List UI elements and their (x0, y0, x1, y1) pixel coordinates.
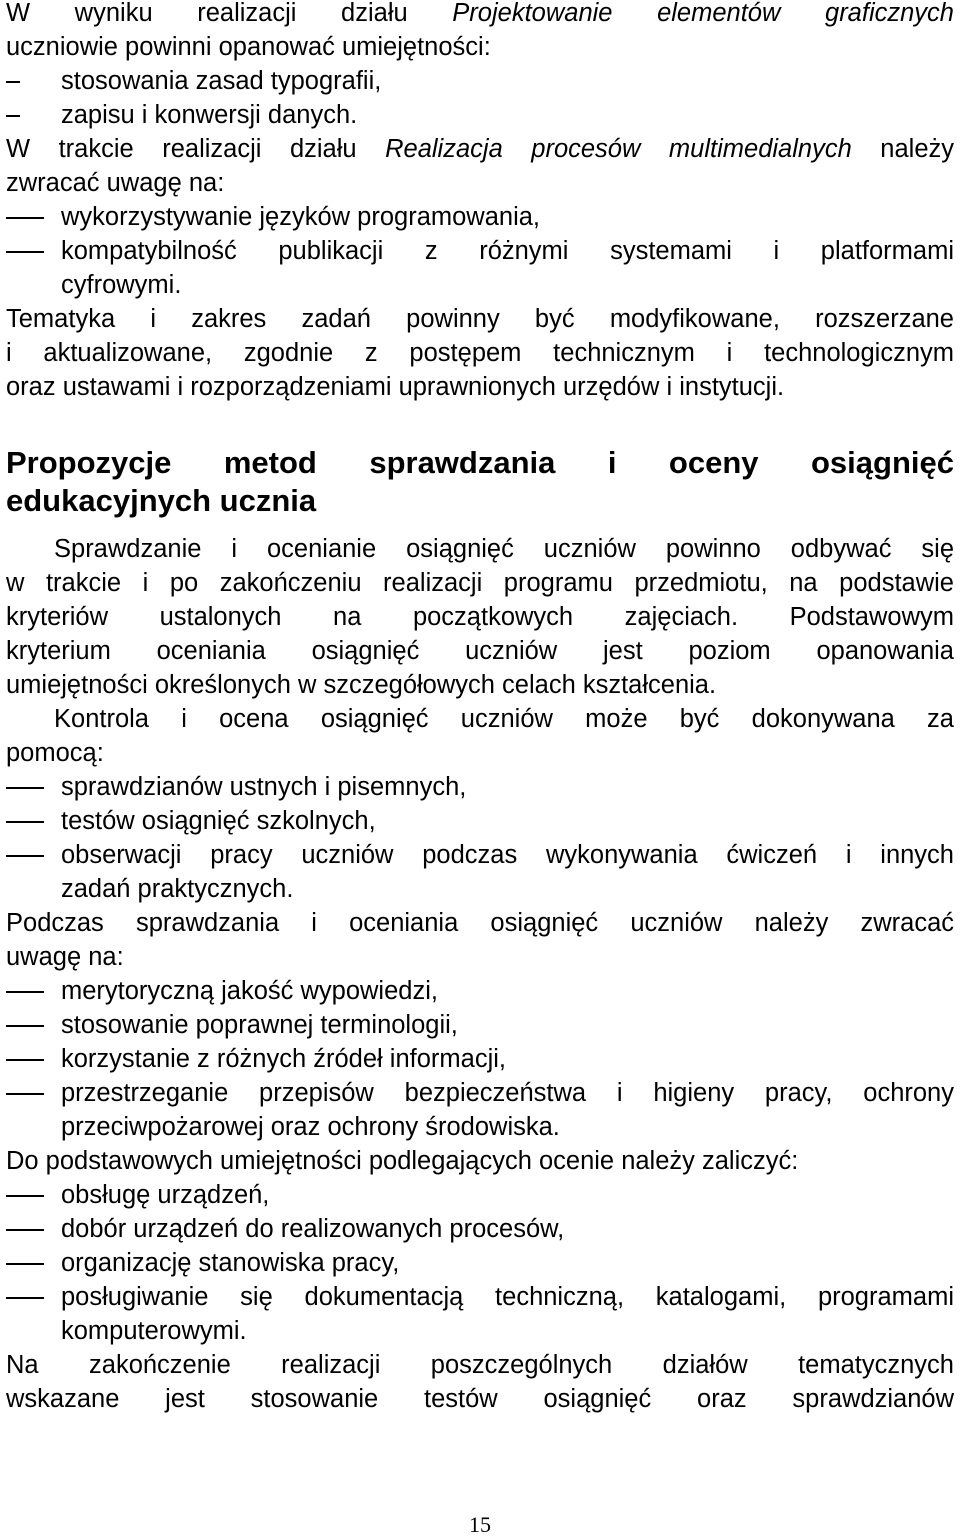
list-item: korzystanie z różnych źródeł informacji, (61, 1045, 506, 1073)
paragraph-line (6, 0, 954, 30)
paragraph-line: Tematyka i zakres zadań powinny być modyfikowane, rozszerzane (6, 305, 954, 333)
list-item: stosowanie poprawnej terminologii, (61, 1011, 458, 1039)
paragraph-line: kryteriów ustalonych na początkowych zajęciach. Podstawowym (6, 603, 954, 631)
dash-bullet (6, 1093, 44, 1095)
dash-bullet (6, 217, 44, 219)
dash-bullet (6, 787, 44, 789)
dash-bullet (6, 115, 20, 117)
text: należy (851, 135, 955, 163)
list-item-continuation: przeciwpożarowej oraz ochrony środowiska. (61, 1113, 560, 1141)
section-heading: edukacyjnych ucznia (6, 483, 317, 518)
dash-bullet (6, 1025, 44, 1027)
paragraph-line: Do podstawowych umiejętności podlegających ocenie należy zaliczyć: (6, 1147, 799, 1175)
list-item: zapisu i konwersji danych. (61, 101, 358, 129)
section-heading: Propozycje metod sprawdzania i oceny osiągnięć (6, 445, 954, 480)
section-title-italic: Projektowanie elementów graficznych (452, 0, 954, 27)
list-item: sprawdzianów ustnych i pisemnych, (61, 773, 467, 801)
text: W wyniku realizacji działu (6, 0, 453, 27)
list-item-continuation: cyfrowymi. (61, 271, 182, 299)
paragraph-line: pomocą: (6, 739, 104, 767)
paragraph-line: uwagę na: (6, 943, 124, 971)
paragraph-line: uczniowie powinni opanować umiejętności: (6, 33, 491, 61)
dash-bullet (6, 1059, 44, 1061)
list-item: testów osiągnięć szkolnych, (61, 807, 376, 835)
list-item: wykorzystywanie języków programowania, (61, 203, 541, 231)
paragraph-line: oraz ustawami i rozporządzeniami uprawnionych urzędów i instytucji. (6, 373, 785, 401)
list-item: stosowania zasad typografii, (61, 67, 382, 95)
list-item: przestrzeganie przepisów bezpieczeństwa i higieny pracy, ochrony (61, 1079, 954, 1107)
list-item: merytoryczną jakość wypowiedzi, (61, 977, 438, 1005)
list-item-continuation: komputerowymi. (61, 1317, 247, 1345)
section-title-italic: Realizacja procesów multimedialnych (385, 135, 852, 163)
paragraph-line: Kontrola i ocena osiągnięć uczniów może być dokonywana za (54, 705, 954, 733)
dash-bullet (6, 991, 44, 993)
list-item: obsługę urządzeń, (61, 1181, 270, 1209)
paragraph-line: zwracać uwagę na: (6, 169, 225, 197)
text: W trakcie realizacji działu (6, 135, 386, 163)
paragraph-line: Sprawdzanie i ocenianie osiągnięć uczniów powinno odbywać się (54, 535, 954, 563)
paragraph-line: Podczas sprawdzania i oceniania osiągnięć uczniów należy zwracać (6, 909, 954, 937)
paragraph-line: umiejętności określonych w szczegółowych celach kształcenia. (6, 671, 717, 699)
paragraph-line: w trakcie i po zakończeniu realizacji programu przedmiotu, na podstawie (6, 569, 954, 597)
dash-bullet (6, 1195, 44, 1197)
dash-bullet (6, 855, 44, 857)
dash-bullet (6, 821, 44, 823)
paragraph-line: wskazane jest stosowanie testów osiągnięć oraz sprawdzianów (6, 1385, 954, 1413)
list-item: obserwacji pracy uczniów podczas wykonywania ćwiczeń i innych (61, 841, 954, 869)
list-item-continuation: zadań praktycznych. (61, 875, 294, 903)
list-item: organizację stanowiska pracy, (61, 1249, 400, 1277)
dash-bullet (6, 1229, 44, 1231)
dash-bullet (6, 81, 20, 83)
dash-bullet (6, 251, 44, 253)
list-item: dobór urządzeń do realizowanych procesów, (61, 1215, 565, 1243)
dash-bullet (6, 1263, 44, 1265)
list-item: posługiwanie się dokumentacją techniczną, katalogami, programami (61, 1283, 954, 1311)
paragraph-line: i aktualizowane, zgodnie z postępem technicznym i technologicznym (6, 339, 954, 367)
paragraph-line (6, 132, 954, 166)
paragraph-line: kryterium oceniania osiągnięć uczniów jest poziom opanowania (6, 637, 954, 665)
paragraph-line: Na zakończenie realizacji poszczególnych działów tematycznych (6, 1351, 954, 1379)
dash-bullet (6, 1297, 44, 1299)
page-number: 15 (469, 1512, 491, 1537)
list-item: kompatybilność publikacji z różnymi systemami i platformami (61, 237, 954, 265)
